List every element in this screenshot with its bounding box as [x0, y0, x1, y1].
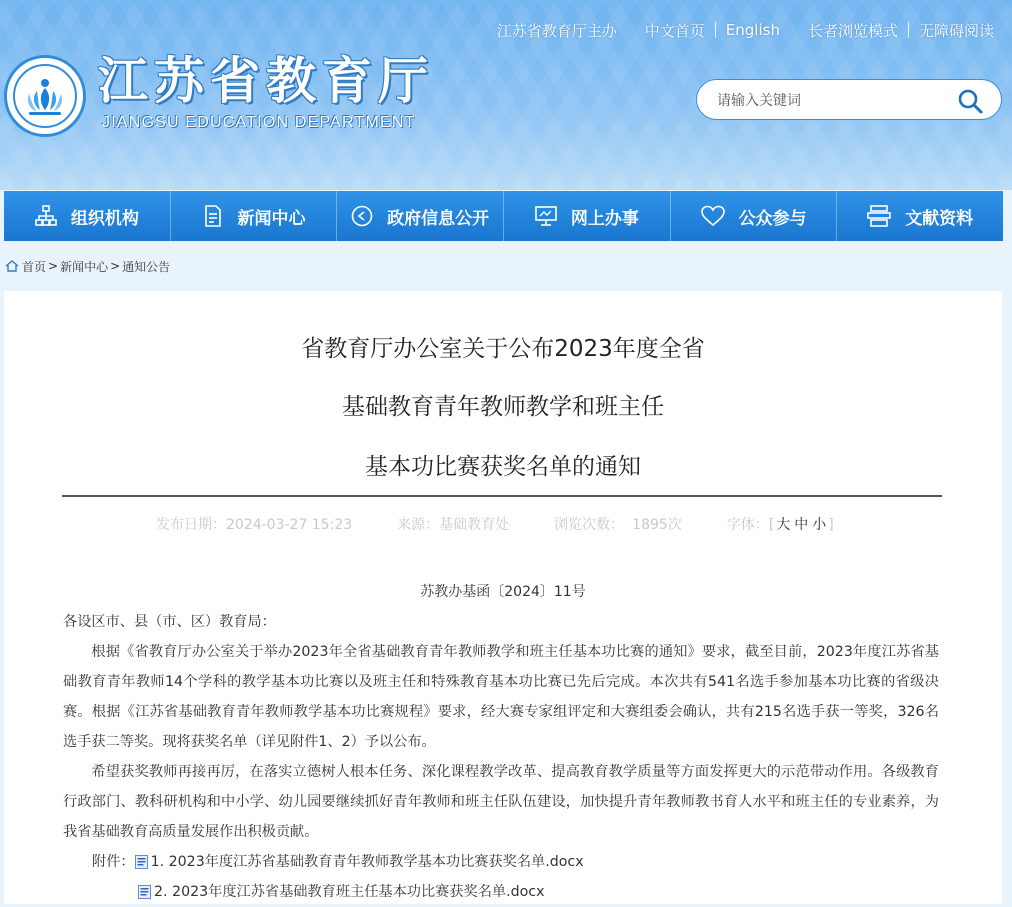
- font-size-control: [727, 514, 834, 534]
- monitor-icon: [535, 205, 557, 227]
- views-value: 1895次: [632, 517, 682, 533]
- article-title-line-2: 基础教育青年教师教学和班主任: [342, 394, 664, 420]
- attachments-label: 附件：: [92, 854, 135, 870]
- chinese-home-link[interactable]: 中文首页: [644, 21, 705, 40]
- search-input[interactable]: [715, 89, 949, 113]
- article-meta: [156, 514, 834, 534]
- breadcrumb-separator: >: [48, 259, 59, 273]
- bracket: ]: [828, 517, 834, 533]
- site-title: 江苏省教育厅: [98, 51, 434, 110]
- archive-icon: [867, 205, 891, 227]
- logo-emblem-icon: [23, 76, 67, 116]
- title-divider: [62, 495, 942, 497]
- accessibility-link[interactable]: 无障碍阅读: [918, 21, 994, 40]
- attachment-row-2: [138, 877, 544, 907]
- font-size-label: 字体：: [726, 517, 769, 533]
- breadcrumb-news-center[interactable]: 新闻中心: [60, 259, 109, 274]
- nav-label: 组织机构: [70, 208, 139, 229]
- salutation: 各设区市、县（市、区）教育局：: [63, 614, 276, 630]
- font-large-button[interactable]: 大: [776, 517, 791, 533]
- search-box: [696, 79, 1002, 120]
- home-icon[interactable]: [5, 260, 19, 272]
- paragraph: 根据《省教育厅办公室关于举办2023年全省基础教育青年教师教学和班主任基本功比赛的通知》要求，截至目前，2023年度江苏省基础教育青年教师14个学科的教学基本功比赛以及班主任和特殊教育基本功比赛已先后完成。本次共有541名选手参加基本功比赛的省级决赛。根据《江苏省基础教育青年教师教学基本功比赛规程》要求，经大赛专家组评定和大赛组委会确认，共有215名选手获一等奖，326名选手获二等奖。现将获奖名单（详见附件1、2）予以公布。: [63, 644, 939, 750]
- article-container: [4, 291, 1002, 904]
- nav-item-literature[interactable]: [837, 191, 1003, 241]
- elder-mode-link[interactable]: 长者浏览模式: [807, 21, 898, 40]
- site-header: [0, 0, 1012, 190]
- attachment-link[interactable]: 2. 2023年度江苏省基础教育班主任基本功比赛获奖名单.docx: [154, 884, 545, 900]
- play-circle-icon: [351, 205, 373, 227]
- nav-item-organization[interactable]: [4, 191, 171, 241]
- search-icon[interactable]: [957, 88, 983, 114]
- department-logo[interactable]: [4, 55, 86, 137]
- org-chart-icon: [35, 205, 57, 227]
- bracket: [: [768, 517, 775, 533]
- nav-item-news[interactable]: [171, 191, 338, 241]
- nav-label: 网上办事: [570, 208, 639, 229]
- nav-label: 政府信息公开: [387, 208, 490, 229]
- paragraph: 希望获奖教师再接再厉，在落实立德树人根本任务、深化课程教学改革、提高教育教学质量等方面发挥更大的示范带动作用。各级教育行政部门、教科研机构和中小学、幼儿园要继续抓好青年教师和班主任队伍建设，加快提升青年教师教书育人水平和班主任的专业素养，为我省基础教育高质量发展作出积极贡献。: [63, 764, 939, 840]
- nav-label: 文献资料: [905, 208, 974, 229]
- top-links: [497, 20, 994, 40]
- word-file-icon: [138, 885, 151, 899]
- breadcrumb: [5, 258, 170, 274]
- source-label: 来源：: [397, 517, 440, 533]
- heart-icon: [701, 205, 725, 227]
- english-link[interactable]: English: [725, 21, 780, 39]
- site-subtitle: JIANGSU EDUCATION DEPARTMENT: [102, 114, 416, 131]
- divider: [908, 22, 909, 38]
- attachment-row-1: [92, 847, 584, 877]
- attachment-link[interactable]: 1. 2023年度江苏省基础教育青年教师教学基本功比赛获奖名单.docx: [150, 854, 584, 870]
- divider: [715, 22, 716, 38]
- nav-label: 新闻中心: [237, 208, 306, 229]
- nav-item-public-participation[interactable]: [671, 191, 838, 241]
- article-title-line-3: 基本功比赛获奖名单的通知: [365, 454, 641, 480]
- publish-date-label: 发布日期：: [156, 517, 226, 533]
- host-label: 江苏省教育厅主办: [496, 21, 617, 40]
- publish-date: 2024-03-27 15:23: [226, 517, 353, 533]
- breadcrumb-home[interactable]: 首页: [22, 259, 47, 274]
- nav-item-online-service[interactable]: [504, 191, 671, 241]
- font-medium-button[interactable]: 中: [794, 517, 809, 533]
- document-number: 苏教办基函〔2024〕11号: [420, 584, 586, 600]
- document-icon: [202, 205, 224, 227]
- breadcrumb-notices[interactable]: 通知公告: [122, 259, 171, 274]
- font-small-button[interactable]: 小: [812, 517, 827, 533]
- article-title-line-1: 省教育厅办公室关于公布2023年度全省: [301, 336, 705, 362]
- nav-label: 公众参与: [738, 208, 807, 229]
- breadcrumb-separator: >: [110, 259, 121, 273]
- source-value: 基础教育处: [439, 517, 510, 533]
- word-file-icon: [135, 855, 148, 869]
- article-body: [63, 607, 939, 847]
- nav-item-gov-info[interactable]: [337, 191, 504, 241]
- main-nav: [4, 191, 1003, 241]
- views-label: 浏览次数：: [554, 517, 625, 533]
